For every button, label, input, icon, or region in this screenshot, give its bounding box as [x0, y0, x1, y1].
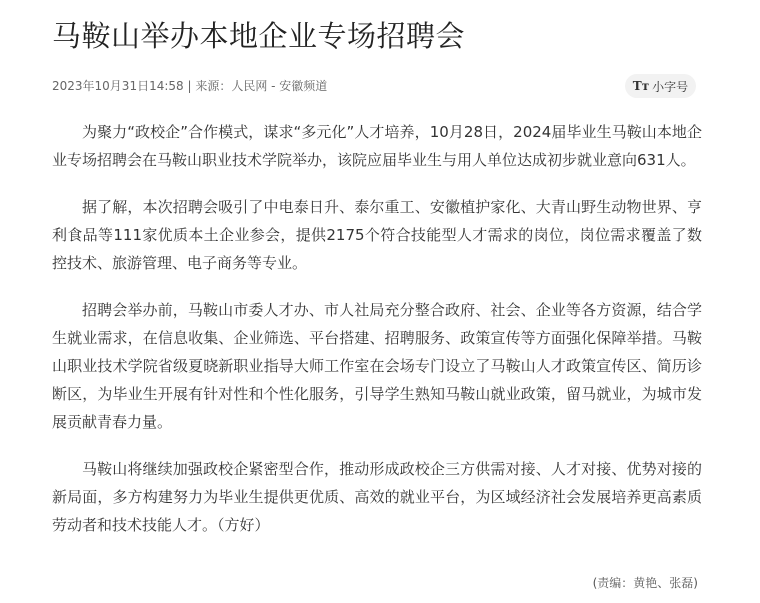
font-size-icon: Tт	[632, 79, 650, 93]
publish-datetime: 2023年10月31日14:58	[52, 79, 184, 93]
article-title: 马鞍山举办本地企业专场招聘会	[52, 19, 466, 53]
article-paragraph: 为聚力“政校企”合作模式，谋求“多元化”人才培养，10月28日，2024届毕业生马鞍山本地企业专场招聘会在马鞍山职业技术学院举办，该院应届毕业生与用人单位达成初步就业意向631人。	[52, 123, 702, 169]
font-size-toggle-button[interactable]	[625, 74, 696, 98]
article-source: 来源：人民网 - 安徽频道	[195, 79, 328, 93]
article-meta	[52, 78, 327, 94]
article-paragraph: 据了解，本次招聘会吸引了中电泰日升、泰尔重工、安徽植护家化、大青山野生动物世界、亨利食品等111家优质本土企业参会，提供2175个符合技能型人才需求的岗位，岗位需求覆盖了数控技术、旅游管理、电子商务等专业。	[52, 198, 702, 272]
meta-separator: |	[183, 79, 196, 93]
article-paragraph: 招聘会举办前，马鞍山市委人才办、市人社局充分整合政府、社会、企业等各方资源，结合学生就业需求，在信息收集、企业筛选、平台搭建、招聘服务、政策宣传等方面强化保障举措。马鞍山职业技术学院省级夏晓新职业指导大师工作室在会场专门设立了马鞍山人才政策宣传区、简历诊断区，为毕业生开展有针对性和个性化服务，引导学生熟知马鞍山就业政策，留马就业，为城市发展贡献青春力量。	[52, 301, 702, 431]
editor-credit: (责编：黄艳、张磊)	[592, 576, 698, 590]
font-size-label: 小字号	[652, 79, 689, 94]
article-body	[52, 118, 702, 558]
article-paragraph: 马鞍山将继续加强政校企紧密型合作，推动形成政校企三方供需对接、人才对接、优势对接的新局面，多方构建努力为毕业生提供更优质、高效的就业平台，为区域经济社会发展培养更高素质劳动者和技术技能人才。（方好）	[52, 460, 702, 534]
